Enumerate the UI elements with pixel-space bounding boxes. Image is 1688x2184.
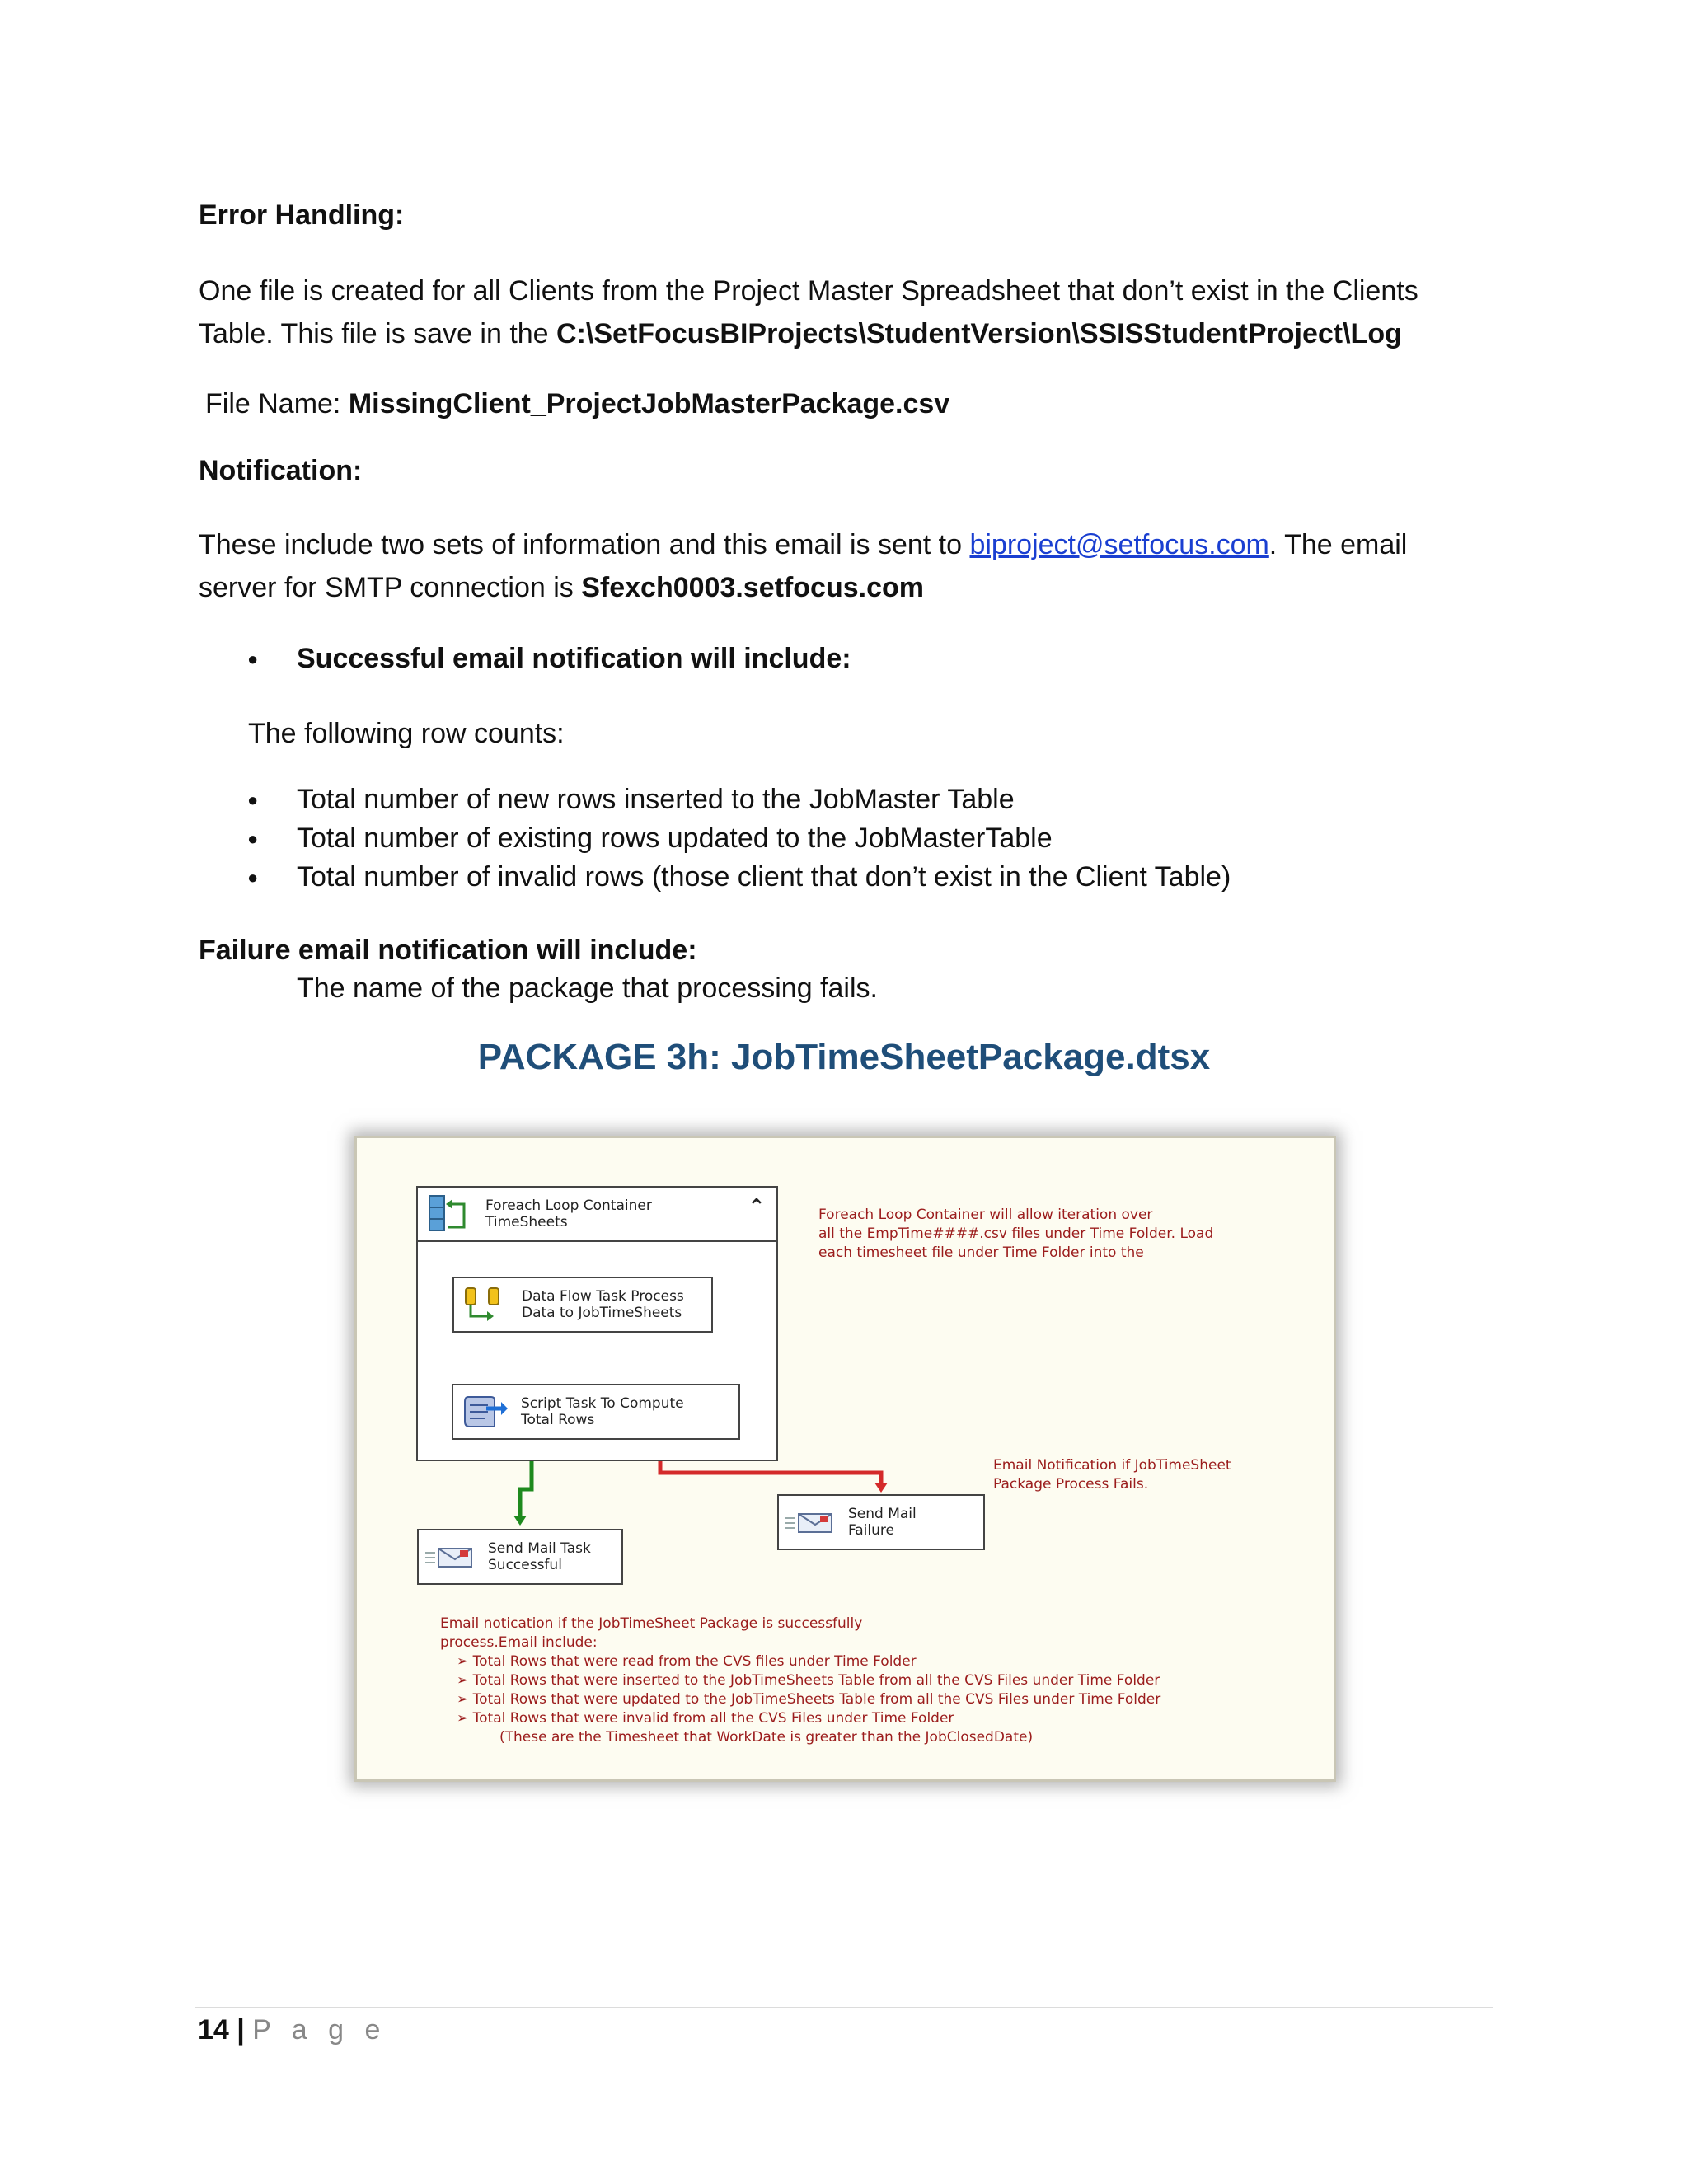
arrowhead-red xyxy=(874,1483,888,1493)
mail-icon xyxy=(785,1511,835,1535)
row-counts-intro: The following row counts: xyxy=(248,718,565,749)
email-link[interactable]: biproject@setfocus.com xyxy=(969,529,1269,560)
bullet-dot: ● xyxy=(247,790,259,810)
note-line: Package Process Fails. xyxy=(993,1476,1149,1493)
collapse-chevron-icon[interactable]: ⌃ xyxy=(748,1195,766,1220)
row-count-item: Total number of existing rows updated to the JobMasterTable xyxy=(297,823,1053,854)
data-flow-icon xyxy=(462,1285,504,1323)
send-mail-success-task[interactable] xyxy=(417,1529,623,1585)
package-diagram xyxy=(354,1136,1336,1782)
data-flow-task[interactable] xyxy=(452,1277,713,1333)
failure-note xyxy=(993,1456,1231,1494)
log-folder-path: C:\SetFocusBIProjects\StudentVersion\SSISStudentProject\Log xyxy=(556,318,1402,349)
error-handling-paragraph-line2 xyxy=(199,312,1402,355)
container-note xyxy=(818,1206,1213,1263)
smtp-server: Sfexch0003.setfocus.com xyxy=(581,572,924,603)
notification-heading: Notification: xyxy=(199,455,363,486)
note-line: ➢ Total Rows that were updated to the JobTimeSheets Table from all the CVS Files under Time Folder xyxy=(457,1691,1161,1708)
row-count-item: Total number of new rows inserted to the JobMaster Table xyxy=(297,784,1015,815)
notification-paragraph-line2 xyxy=(199,566,924,609)
arrowhead-green xyxy=(513,1516,527,1526)
notification-paragraph-line1 xyxy=(199,523,1407,566)
failure-arrow xyxy=(660,1460,881,1484)
note-line: all the EmpTime####.csv files under Time Folder. Load xyxy=(818,1226,1214,1242)
error-handling-line2-prefix: Table. This file is save in the xyxy=(199,318,557,349)
smtp-prefix: server for SMTP connection is xyxy=(199,572,582,603)
file-name-label: File Name: xyxy=(205,388,349,419)
note-line: ➢ Total Rows that were inserted to the JobTimeSheets Table from all the CVS Files under Time Folder xyxy=(457,1672,1160,1689)
send-mail-failure-task[interactable] xyxy=(777,1494,985,1550)
note-line: Email Notification if JobTimeSheet xyxy=(993,1457,1231,1474)
mail-icon xyxy=(425,1545,475,1570)
bullet-dot: ● xyxy=(247,828,259,849)
page-word: P a g e xyxy=(252,2014,387,2046)
page-number: 14 xyxy=(198,2014,229,2046)
note-line: ➢ Total Rows that were read from the CVS files under Time Folder xyxy=(457,1653,917,1670)
footer-separator: | xyxy=(237,2014,245,2046)
script-task-icon xyxy=(462,1390,508,1430)
page-footer xyxy=(198,2014,387,2046)
script-task[interactable] xyxy=(452,1384,740,1440)
error-handling-heading: Error Handling: xyxy=(199,199,405,231)
file-name-line xyxy=(205,382,950,425)
note-line: process.Email include: xyxy=(440,1634,598,1651)
notification-suffix: . The email xyxy=(1268,529,1408,560)
failure-heading: Failure email notification will include: xyxy=(199,935,697,966)
note-line: Email notication if the JobTimeSheet Package is successfully xyxy=(440,1615,863,1632)
note-line: Foreach Loop Container will allow iteration over xyxy=(818,1207,1153,1223)
script-task-label: Script Task To Compute Total Rows xyxy=(521,1395,684,1428)
failure-text: The name of the package that processing fails. xyxy=(297,972,878,1004)
footer-divider xyxy=(195,2007,1493,2008)
success-note xyxy=(440,1615,1160,1747)
notification-prefix: These include two sets of information and this email is sent to xyxy=(199,529,970,560)
success-heading: Successful email notification will include: xyxy=(297,643,851,674)
send-mail-success-label: Send Mail Task Successful xyxy=(488,1540,591,1573)
error-handling-paragraph-line1: One file is created for all Clients from the Project Master Spreadsheet that don’t exist in the Clients xyxy=(199,275,1418,307)
note-line: each timesheet file under Time Folder into the xyxy=(818,1244,1144,1261)
note-line: ➢ Total Rows that were invalid from all the CVS Files under Time Folder xyxy=(457,1710,954,1727)
package-title: PACKAGE 3h: JobTimeSheetPackage.dtsx xyxy=(477,1037,1211,1077)
success-arrow xyxy=(520,1460,532,1517)
foreach-loop-container[interactable] xyxy=(416,1186,778,1461)
note-line: (These are the Timesheet that WorkDate is greater than the JobClosedDate) xyxy=(499,1729,1034,1746)
container-label: Foreach Loop Container TimeSheets xyxy=(485,1197,652,1230)
send-mail-failure-label: Send Mail Failure xyxy=(848,1506,917,1539)
row-count-item: Total number of invalid rows (those client that don’t exist in the Client Table) xyxy=(297,861,1231,893)
foreach-loop-icon xyxy=(428,1194,467,1234)
bullet-dot: ● xyxy=(247,867,259,888)
data-flow-task-label: Data Flow Task Process Data to JobTimeSheets xyxy=(522,1288,684,1321)
file-name-value: MissingClient_ProjectJobMasterPackage.csv xyxy=(348,388,950,419)
bullet-dot: ● xyxy=(247,649,259,669)
